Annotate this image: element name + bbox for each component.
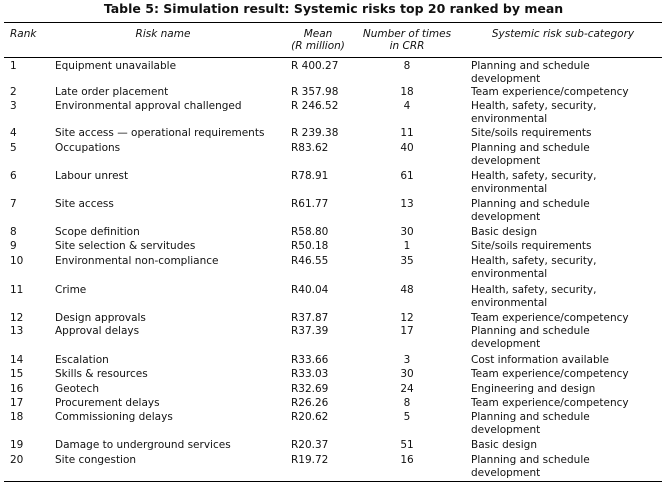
times-in-crr-cell: 48 [400, 284, 414, 296]
times-in-crr-cell: 40 [400, 142, 414, 154]
mean-cell: R37.87 [291, 312, 329, 324]
sub-category-cell: Health, safety, security, environmental [471, 100, 597, 125]
rank-cell: 18 [10, 411, 24, 423]
rank-cell: 20 [10, 454, 24, 466]
sub-category-cell: Cost information available [471, 354, 610, 366]
rank-cell: 12 [10, 312, 24, 324]
sub-category-cell: Team experience/competency [471, 368, 629, 380]
times-in-crr-cell: 18 [400, 86, 414, 98]
mean-cell: R58.80 [291, 226, 329, 238]
header-rank: Rank [10, 28, 37, 40]
risk-name-cell: Site access — operational requirements [55, 127, 265, 139]
risk-name-cell: Geotech [55, 383, 100, 395]
times-in-crr-cell: 61 [400, 170, 414, 182]
rank-cell: 10 [10, 255, 24, 267]
header-rule [4, 57, 662, 58]
mean-cell: R33.66 [291, 354, 329, 366]
mean-cell: R19.72 [291, 454, 329, 466]
rank-cell: 19 [10, 439, 24, 451]
risk-name-cell: Labour unrest [55, 170, 129, 182]
risk-name-cell: Crime [55, 284, 87, 296]
risk-name-cell: Site access [55, 198, 114, 210]
risk-name-cell: Design approvals [55, 312, 146, 324]
risk-name-cell: Procurement delays [55, 397, 160, 409]
mean-cell: R33.03 [291, 368, 329, 380]
sub-category-cell: Health, safety, security, environmental [471, 255, 597, 280]
risk-name-cell: Environmental non-compliance [55, 255, 219, 267]
mean-cell: R46.55 [291, 255, 329, 267]
sub-category-cell: Health, safety, security, environmental [471, 284, 597, 309]
sub-category-cell: Planning and schedule development [471, 411, 590, 436]
mean-cell: R61.77 [291, 198, 329, 210]
rank-cell: 16 [10, 383, 24, 395]
risk-name-cell: Damage to underground services [55, 439, 231, 451]
rank-cell: 14 [10, 354, 24, 366]
header-times-line2: in CRR [389, 40, 425, 52]
mean-cell: R78.91 [291, 170, 329, 182]
times-in-crr-cell: 1 [403, 240, 411, 252]
header-mean-line2: (R million) [291, 40, 345, 52]
times-in-crr-cell: 51 [400, 439, 414, 451]
risk-name-cell: Commissioning delays [55, 411, 173, 423]
mean-cell: R 239.38 [291, 127, 339, 139]
times-in-crr-cell: 13 [400, 198, 414, 210]
header-mean-line1: Mean [303, 28, 333, 40]
mean-cell: R 357.98 [291, 86, 339, 98]
times-in-crr-cell: 12 [400, 312, 414, 324]
sub-category-cell: Planning and schedule development [471, 454, 590, 479]
risk-name-cell: Occupations [55, 142, 121, 154]
header-mean [282, 28, 354, 52]
mean-cell: R20.62 [291, 411, 329, 423]
times-in-crr-cell: 5 [403, 411, 411, 423]
bottom-rule [4, 481, 662, 482]
rank-cell: 15 [10, 368, 24, 380]
table-title: Table 5: Simulation result: Systemic risks top 20 ranked by mean [103, 1, 564, 16]
rank-cell: 9 [10, 240, 17, 252]
times-in-crr-cell: 8 [403, 397, 411, 409]
sub-category-cell: Planning and schedule development [471, 325, 590, 350]
risk-name-cell: Skills & resources [55, 368, 148, 380]
sub-category-cell: Site/soils requirements [471, 240, 592, 252]
risk-name-cell: Escalation [55, 354, 109, 366]
rank-cell: 3 [10, 100, 17, 112]
sub-category-cell: Basic design [471, 226, 537, 238]
risk-name-cell: Equipment unavailable [55, 60, 177, 72]
risk-name-cell: Site congestion [55, 454, 137, 466]
mean-cell: R26.26 [291, 397, 329, 409]
risk-name-cell: Site selection & servitudes [55, 240, 196, 252]
times-in-crr-cell: 11 [400, 127, 414, 139]
times-in-crr-cell: 35 [400, 255, 414, 267]
sub-category-cell: Team experience/competency [471, 397, 629, 409]
risk-name-cell: Scope definition [55, 226, 140, 238]
rank-cell: 5 [10, 142, 17, 154]
sub-category-cell: Site/soils requirements [471, 127, 592, 139]
rank-cell: 13 [10, 325, 24, 337]
mean-cell: R50.18 [291, 240, 329, 252]
risk-name-cell: Environmental approval challenged [55, 100, 242, 112]
rank-cell: 8 [10, 226, 17, 238]
sub-category-cell: Health, safety, security, environmental [471, 170, 597, 195]
rank-cell: 4 [10, 127, 17, 139]
header-risk-name: Risk name [135, 28, 191, 40]
times-in-crr-cell: 3 [403, 354, 411, 366]
mean-cell: R40.04 [291, 284, 329, 296]
sub-category-cell: Planning and schedule development [471, 198, 590, 223]
times-in-crr-cell: 4 [403, 100, 411, 112]
header-times-line1: Number of times [362, 28, 452, 40]
rank-cell: 17 [10, 397, 24, 409]
sub-category-cell: Team experience/competency [471, 312, 629, 324]
risk-name-cell: Late order placement [55, 86, 169, 98]
times-in-crr-cell: 17 [400, 325, 414, 337]
header-sub-category: Systemic risk sub-category [491, 28, 635, 40]
mean-cell: R83.62 [291, 142, 329, 154]
risk-name-cell: Approval delays [55, 325, 140, 337]
mean-cell: R32.69 [291, 383, 329, 395]
times-in-crr-cell: 16 [400, 454, 414, 466]
top-rule [4, 22, 662, 23]
rank-cell: 11 [10, 284, 24, 296]
rank-cell: 1 [10, 60, 17, 72]
sub-category-cell: Planning and schedule development [471, 142, 590, 167]
mean-cell: R37.39 [291, 325, 329, 337]
times-in-crr-cell: 8 [403, 60, 411, 72]
times-in-crr-cell: 24 [400, 383, 414, 395]
sub-category-cell: Team experience/competency [471, 86, 629, 98]
rank-cell: 6 [10, 170, 17, 182]
sub-category-cell: Engineering and design [471, 383, 596, 395]
header-times-in-crr [358, 28, 456, 52]
sub-category-cell: Planning and schedule development [471, 60, 590, 85]
times-in-crr-cell: 30 [400, 226, 414, 238]
mean-cell: R 400.27 [291, 60, 339, 72]
times-in-crr-cell: 30 [400, 368, 414, 380]
mean-cell: R 246.52 [291, 100, 339, 112]
rank-cell: 2 [10, 86, 17, 98]
sub-category-cell: Basic design [471, 439, 537, 451]
rank-cell: 7 [10, 198, 17, 210]
mean-cell: R20.37 [291, 439, 329, 451]
